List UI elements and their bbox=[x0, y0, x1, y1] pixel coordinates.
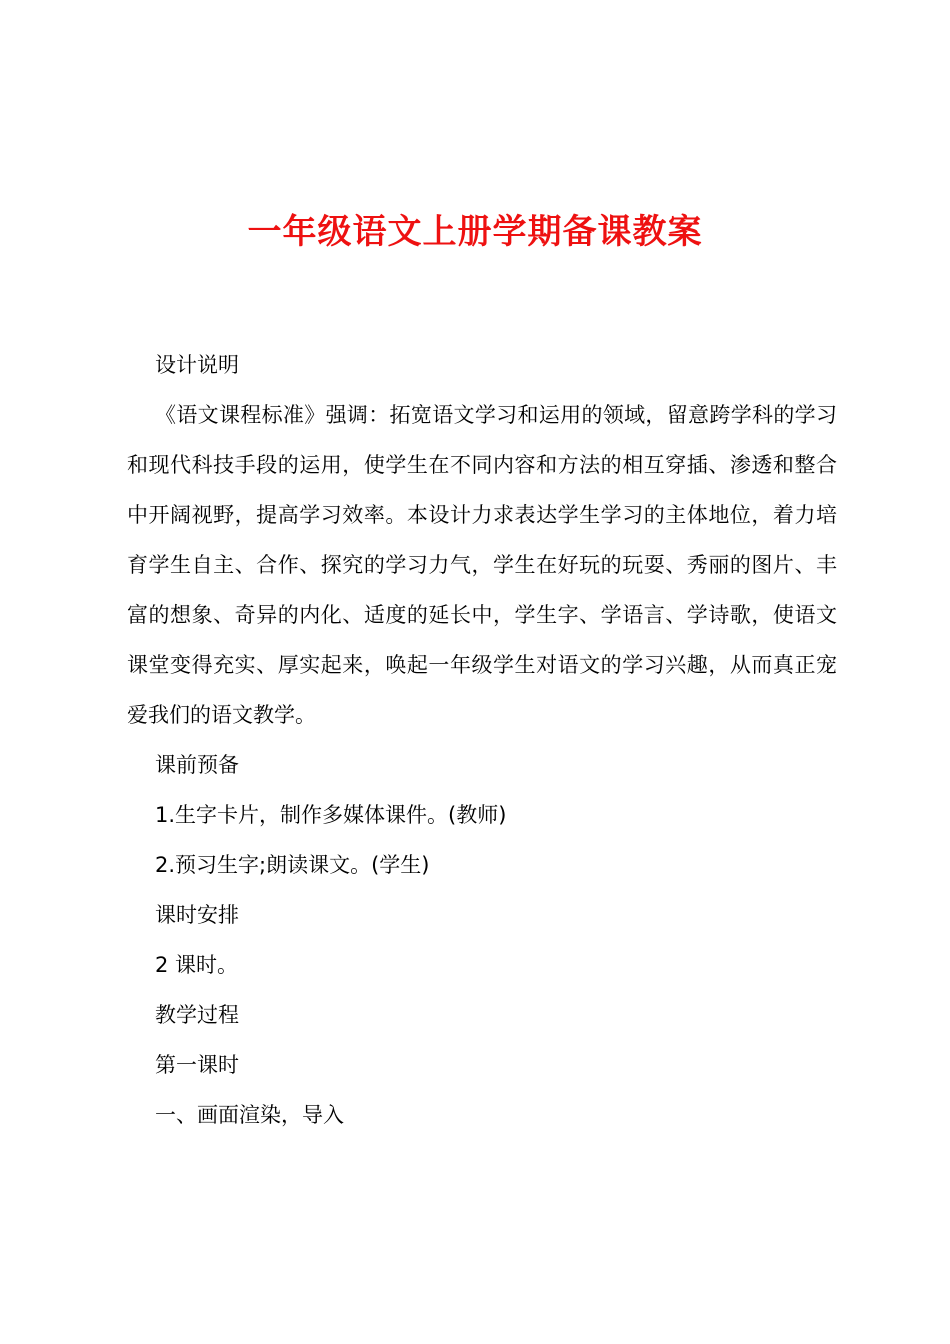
section-heading-design: 设计说明 bbox=[155, 353, 239, 377]
section-heading-process: 教学过程 bbox=[155, 1003, 239, 1027]
preparation-item-2: 2.预习生字;朗读课文。(学生) bbox=[155, 853, 430, 877]
design-paragraph: 《语文课程标准》强调：拓宽语文学习和运用的领域，留意跨学科的学习和现代科技手段的运用，使学生在不同内容和方法的相互穿插、渗透和整合中开阔视野，提高学习效率。本设计力求表达学生学习的主体地位，着力培育学生自主、合作、探究的学习力气，学生在好玩的玩耍、秀丽的图片、丰富的想象、奇异的内化、适度的延长中，学生字、学语言、学诗歌，使语文课堂变得充实、厚实起来，唤起一年级学生对语文的学习兴趣，从而真正宠爱我们的语文教学。 bbox=[127, 403, 837, 727]
schedule-text: 2 课时。 bbox=[155, 953, 239, 977]
section-heading-preparation: 课前预备 bbox=[155, 753, 239, 777]
preparation-item-1: 1.生字卡片，制作多媒体课件。(教师) bbox=[155, 803, 507, 827]
lesson-heading-first: 第一课时 bbox=[155, 1053, 239, 1077]
step-heading-1: 一、画面渲染，导入 bbox=[155, 1103, 344, 1127]
document-body bbox=[127, 340, 837, 1140]
section-heading-schedule: 课时安排 bbox=[155, 903, 239, 927]
document-title: 一年级语文上册学期备课教案 bbox=[247, 212, 703, 252]
